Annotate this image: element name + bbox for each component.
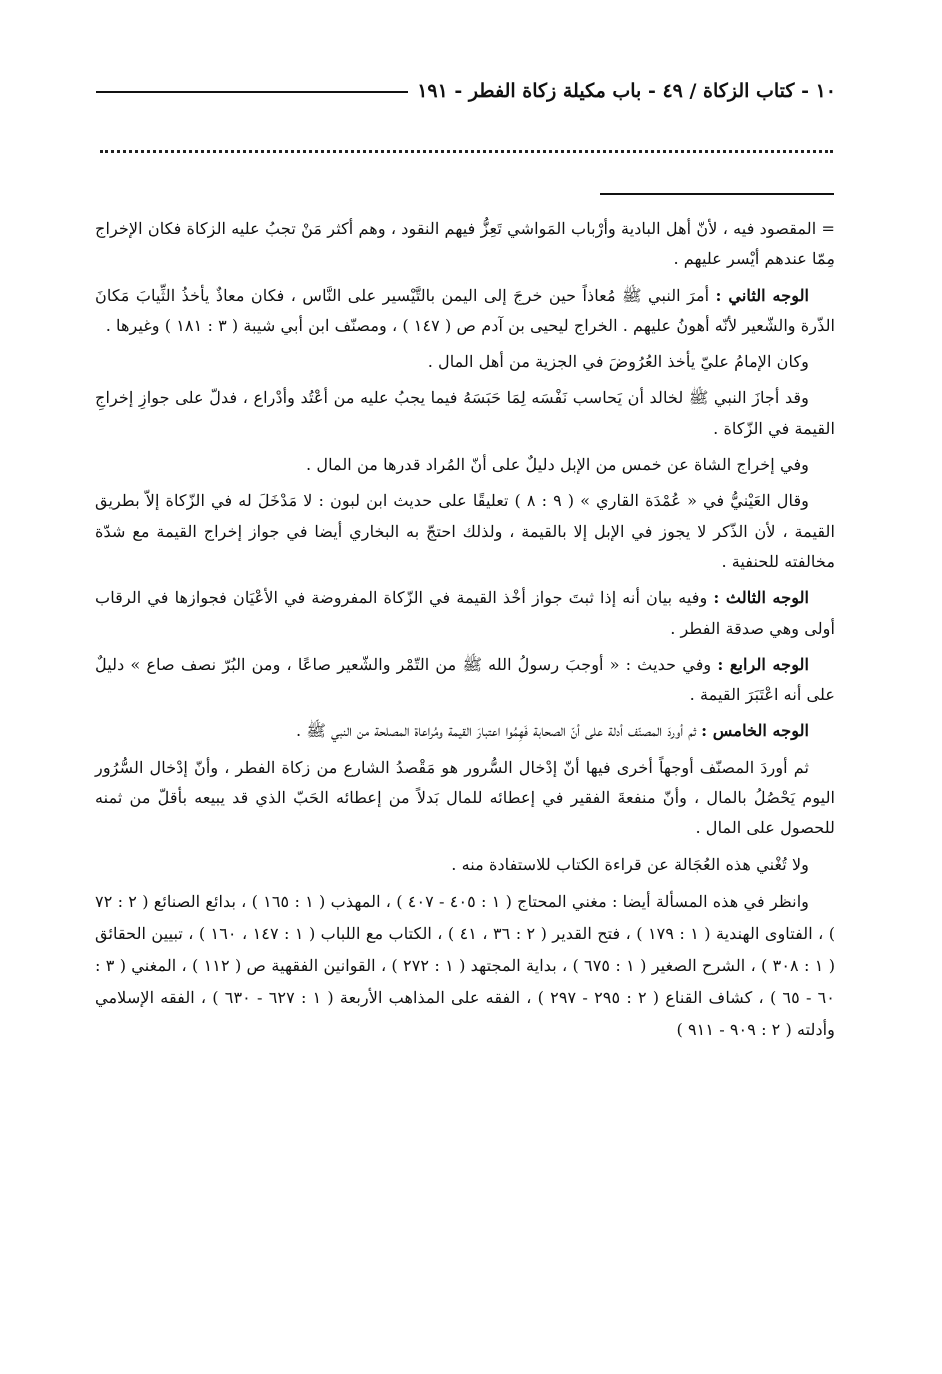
footnote-body [95,214,835,1052]
paragraph-text: ولا تُغْني هذه العُجَالة عن قراءة الكتاب للاستفادة منه . [451,854,809,874]
paragraph-text: وقد أجازَ النبي ﷺ لخالد أن يَحاسب نَفْسَه لِمَا حَبَسَهُ فيما يجبُ عليه من أعْتُد وأدْراع ، فدلّ على جوازِ إخراجِ القيمة في الزّكاة . [95,388,835,438]
paragraph-text: وكان الإمامُ عليّ يأخذ العُرُوضَ في الجزية من أهل المال . [427,352,809,372]
paragraph [95,281,835,342]
paragraph [95,347,835,377]
section-heading: الوجه الثاني : [715,285,809,305]
running-header [96,74,836,108]
paragraph-text: وانظر في هذه المسألة أيضا : مغني المحتاج ( ١ : ٤٠٥ - ٤٠٧ ) ، المهذب ( ١ : ١٦٥ ) ، بدائع الصنائع ( ٢ : ٧٢ ) ، الفتاوى الهندية ( ١ : ١٧٩ ) ، فتح القدير ( ٢ : ٣٦ ، ٤١ ) ، الكتاب مع اللباب ( ١ : ١٤٧ ، ١٦٠ ) ، تبيين الحقائق ( ١ : ٣٠٨ ) ، الشرح الصغير ( ١ : ٦٧٥ ) ، بداية المجتهد ( ١ : ٢٧٢ ) ، القوانين الفقهية ص ( ١١٢ ) ، المغني ( ٣ : ٦٠ - ٦٥ ) ، كشاف القناع ( ٢ : ٢٩٥ - ٢٩٧ ) ، الفقه على المذاهب الأربعة ( ١ : ٦٢٧ - ٦٣٠ ) ، الفقه الإسلامي وأدلته ( ٢ : ٩٠٩ - ٩١١ ) [95,891,836,1039]
paragraph [95,886,835,1046]
section-heading: الوجه الخامس : [701,721,809,741]
paragraph-text: وفي إخراج الشاة عن خمس من الإبل دليلٌ على أنّ المُراد قدرها من المال . [306,455,809,475]
paragraph [95,450,835,480]
paragraph-text: = المقصود فيه ، لأنّ أهل البادية وأرْباب المَواشي تَعِزُّ فيهم النقود ، وهم أكثر مَنْ تجبُ عليه الزكاة فكان الإخراج مِمّا عندهم أيْسر عليهم . [95,219,835,269]
paragraph-text: ثم أوردَ المصنّف أدلة على أنّ الصحابة فَهِمُوا اعتبارَ القيمة ومُراعاة المصلحة من النبي ﷺ . [296,721,696,741]
header-rule [96,91,408,93]
paragraph-text: وقال العَيْنيُّ في « عُمْدَة القاري » ( ٩ : ٨ ) تعليقًا على حديث ابن لبون : لا مَدْخَلَ له في الزّكاة إلاّ بطريق القيمة ، لأن الذّكر لا يجوز في الإبل إلا بالقيمة ، ولذلك احتجّ به البخاري أيضا في جواز إخراج القيمة مع شدّة مخالفته للحنفية . [95,491,835,571]
paragraph [95,650,835,711]
paragraph [95,214,835,275]
paragraph [95,583,835,644]
paragraph-text: ثم أوردَ المصنّف أوجهاً أخرى فيها أنّ إدْخال السُّرور هو مَقْصدُ الشارع من زكاة الفطر ، وأنّ إدْخال السُّرُور اليوم يَحْصُلُ بالمال ، وأنّ منفعةَ الفقير في إعطائه للمال بَدلاً من إعطائه الحَبّ الذي قد يبيعه بأقلّ من ثمنه للحصول على المال . [95,757,835,838]
paragraph-text: أمرَ النبي ﷺ مُعاذاً حين خرجَ إلى اليمن بالتَّيْسير على النَّاس ، فكان معاذٌ يأخذُ الثِّيابَ مَكانَ الذّرة والشّعير لأنّه أهونُ عليهم . الخراج ليحيى بن آدم ص ( ١٤٧ ) ، ومصنّف ابن أبي شيبة ( ٣ : ١٨١ ) وغيرها . [95,285,835,335]
section-heading: الوجه الثالث : [713,588,809,608]
section-heading: الوجه الرابع : [717,654,809,674]
footnote-rule [600,193,834,195]
paragraph-text: وفي حديث : « أوجبَ رسولُ الله ﷺ من التّمْر والشّعير صاعًا ، ومن البُرّ نصف صاع » دليلٌ على أنه اعْتَبَرَ القيمة . [95,654,835,705]
header-title: ١٠ - كتاب الزكاة / ٤٩ - باب مكيلة زكاة الفطر - ١٩١ [417,80,836,102]
paragraph [95,850,835,880]
paragraph [95,716,835,746]
paragraph [95,486,835,577]
dotted-separator [100,150,833,155]
paragraph [95,383,835,444]
paragraph [95,753,835,844]
paragraph-text: وفيه بيان أنه إذا ثبتَ جواز أخْذ القيمة في الزّكاة المفروضة في الأعْيَان فجوازها في الرقاب أولى وهي صدقة الفطر . [95,588,835,638]
